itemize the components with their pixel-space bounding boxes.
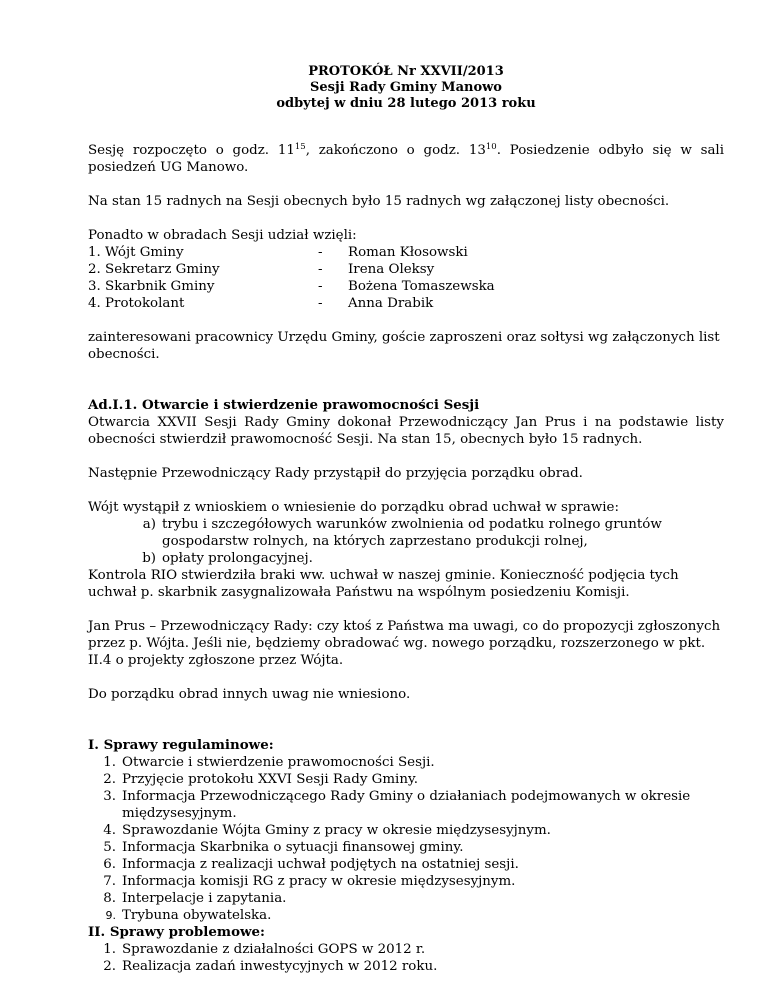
section-heading: Ad.I.1. Otwarcie i stwierdzenie prawomocności Sesji — [88, 397, 480, 413]
agenda-item: 7. Informacja komisji RG z pracy w okresie międzysesyjnym. — [103, 874, 516, 889]
attendance-paragraph: Na stan 15 radnych na Sesji obecnych było 15 radnych wg załączonej listy obecności. — [88, 194, 670, 209]
agenda-item: 4. Sprawozdanie Wójta Gminy z pracy w okresie międzysesyjnym. — [103, 823, 551, 838]
protocol-title — [88, 64, 724, 112]
participants-intro: Ponadto w obradach Sesji udział wzięli: — [88, 228, 357, 243]
motion-subitem: a) trybu i szczegółowych warunków zwolnienia od podatku rolnego gruntów gospodarstw rolnych, na których zaprzestano produkcji rolnej, — [142, 517, 662, 549]
agenda-item: 2. Przyjęcie protokołu XXVI Sesji Rady Gminy. — [103, 772, 418, 787]
agenda — [88, 737, 724, 975]
guests-paragraph: zainteresowani pracownicy Urzędu Gminy, goście zaproszeni oraz sołtysi wg załączonych list obecności. — [88, 330, 720, 362]
attendee-row: 4. Protokolant - Anna Drabik — [88, 296, 434, 311]
rio-paragraph: Kontrola RIO stwierdziła braki ww. uchwał w naszej gminie. Konieczność podjęcia tych uchwał p. skarbnik zasygnalizowała Państwu na wspólnym posiedzeniu Komisji. — [88, 568, 679, 600]
title-line-2: Sesji Rady Gminy Manowo — [310, 80, 502, 95]
agenda-item: 2. Realizacja zadań inwestycyjnych w 2012 roku. — [103, 959, 438, 974]
agenda-item: 5. Informacja Skarbnika o sytuacji finansowej gminy. — [103, 840, 464, 855]
title-line-1: PROTOKÓŁ Nr XXVII/2013 — [308, 64, 504, 79]
opening-paragraph: Otwarcia XXVII Sesji Rady Gminy dokonał Przewodniczący Jan Prus i na podstawie listy obecności stwierdził prawomocność Sesji. Na stan 15, obecnych było 15 radnych. — [88, 415, 724, 447]
motion-subitem: b) opłaty prolongacyjnej. — [142, 551, 313, 566]
agenda-item: 8. Interpelacje i zapytania. — [103, 891, 287, 906]
agenda-group-title: II. Sprawy problemowe: — [88, 924, 265, 940]
attendee-row: 1. Wójt Gminy - Roman Kłosowski — [88, 245, 468, 260]
agenda-item: 1. Sprawozdanie z działalności GOPS w 2012 r. — [103, 942, 426, 957]
agenda-item: 6. Informacja z realizacji uchwał podjętych na ostatniej sesji. — [103, 857, 519, 872]
agenda-group-title: I. Sprawy regulaminowe: — [88, 737, 274, 753]
agenda-item: 3. Informacja Przewodniczącego Rady Gminy o działaniach podejmowanych w okresie międzysesyjnym. — [103, 789, 691, 821]
agenda-item: 1. Otwarcie i stwierdzenie prawomocności Sesji. — [103, 755, 435, 770]
no-remarks-paragraph: Do porządku obrad innych uwag nie wniesiono. — [88, 687, 411, 702]
attendee-row: 2. Sekretarz Gminy - Irena Oleksy — [88, 262, 435, 277]
motion-paragraph: Wójt wystąpił z wnioskiem o wniesienie do porządku obrad uchwał w sprawie: — [88, 500, 619, 515]
attendee-row: 3. Skarbnik Gminy - Bożena Tomaszewska — [88, 279, 495, 294]
agenda-adoption-paragraph: Następnie Przewodniczący Rady przystąpił do przyjęcia porządku obrad. — [88, 466, 583, 481]
attendee-list — [88, 244, 724, 312]
title-line-3: odbytej w dniu 28 lutego 2013 roku — [276, 96, 536, 111]
agenda-item: 9. Trybuna obywatelska. — [105, 908, 272, 923]
document-page — [88, 64, 724, 975]
session-times-paragraph: Sesję rozpoczęto o godz. $11^{15}$, zakończono o godz. $13^{10}$. Posiedzenie odbyło się w sali posiedzeń UG Manowo. — [88, 142, 724, 175]
chairman-paragraph: Jan Prus – Przewodniczący Rady: czy ktoś z Państwa ma uwagi, co do propozycji zgłoszonych przez p. Wójta. Jeśli nie, będziemy obradować wg. nowego porządku, rozszerzonego w pkt. II.4 o projekty zgłoszone przez Wójta. — [88, 619, 721, 668]
